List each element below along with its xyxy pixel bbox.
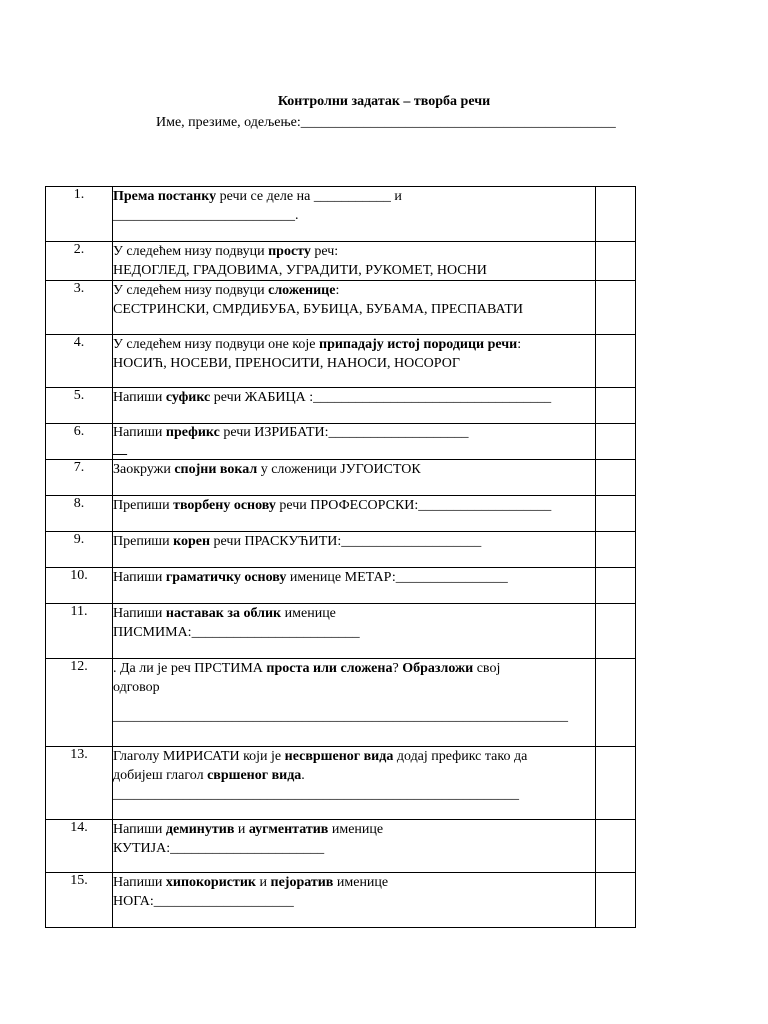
- task-table: [45, 186, 636, 928]
- score-cell[interactable]: [596, 873, 636, 928]
- task-number: 7.: [46, 460, 113, 496]
- table-row: [46, 659, 636, 747]
- score-cell[interactable]: [596, 281, 636, 335]
- table-row: [46, 747, 636, 820]
- task-number: 13.: [46, 747, 113, 820]
- table-row: [46, 604, 636, 659]
- task-text: Напиши наставак за облик именице ПИСМИМА:________________________: [113, 604, 596, 659]
- task-text: У следећем низу подвуци оне које припадају истој породици речи: НОСИЋ, НОСЕВИ, ПРЕНОСИТИ, НАНОСИ, НОСОРОГ: [113, 335, 596, 388]
- score-cell[interactable]: [596, 424, 636, 460]
- table-row: [46, 388, 636, 424]
- table-row: [46, 496, 636, 532]
- table-row: [46, 424, 636, 460]
- score-cell[interactable]: [596, 335, 636, 388]
- task-text: Према постанку речи се деле на ___________ и __________________________.: [113, 187, 596, 242]
- task-text: Глаголу МИРИСАТИ који је несвршеног вида додај префикс тако да добијеш глагол свршеног вида. __________________________________________________________: [113, 747, 596, 820]
- score-cell[interactable]: [596, 496, 636, 532]
- table-row: [46, 532, 636, 568]
- task-text: Напиши граматичку основу именице МЕТАР:________________: [113, 568, 596, 604]
- table-row: [46, 460, 636, 496]
- task-text: У следећем низу подвуци просту реч: НЕДОГЛЕД, ГРАДОВИМА, УГРАДИТИ, РУКОМЕТ, НОСНИ: [113, 242, 596, 281]
- table-row: [46, 281, 636, 335]
- table-row: [46, 873, 636, 928]
- task-number: 11.: [46, 604, 113, 659]
- task-text: Напиши суфикс речи ЖАБИЦА :__________________________________: [113, 388, 596, 424]
- task-number: 1.: [46, 187, 113, 242]
- score-cell[interactable]: [596, 820, 636, 873]
- task-number: 3.: [46, 281, 113, 335]
- score-cell[interactable]: [596, 747, 636, 820]
- task-number: 4.: [46, 335, 113, 388]
- task-text: Препиши корен речи ПРАСКУЋИТИ:____________________: [113, 532, 596, 568]
- task-text: Напиши префикс речи ИЗРИБАТИ:____________________ __: [113, 424, 596, 460]
- name-line: Име, презиме, одељење:_____________________________________________: [156, 115, 616, 130]
- task-number: 8.: [46, 496, 113, 532]
- task-number: 10.: [46, 568, 113, 604]
- task-number: 5.: [46, 388, 113, 424]
- score-cell[interactable]: [596, 659, 636, 747]
- score-cell[interactable]: [596, 460, 636, 496]
- task-text: Напиши деминутив и аугментатив именице КУТИЈА:______________________: [113, 820, 596, 873]
- task-text: . Да ли је реч ПРСТИМА проста или сложена? Образложи свој одговор _________________________________________________________________: [113, 659, 596, 747]
- task-number: 9.: [46, 532, 113, 568]
- table-row: [46, 820, 636, 873]
- table-row: [46, 568, 636, 604]
- score-cell[interactable]: [596, 604, 636, 659]
- task-number: 15.: [46, 873, 113, 928]
- task-text: Напиши хипокористик и пејоратив именице НОГА:____________________: [113, 873, 596, 928]
- task-number: 14.: [46, 820, 113, 873]
- score-cell[interactable]: [596, 388, 636, 424]
- task-text: У следећем низу подвуци сложенице: СЕСТРИНСКИ, СМРДИБУБА, БУБИЦА, БУБАМА, ПРЕСПАВАТИ: [113, 281, 596, 335]
- task-number: 6.: [46, 424, 113, 460]
- score-cell[interactable]: [596, 532, 636, 568]
- task-number: 12.: [46, 659, 113, 747]
- score-cell[interactable]: [596, 242, 636, 281]
- score-cell[interactable]: [596, 568, 636, 604]
- score-cell[interactable]: [596, 187, 636, 242]
- page-title: Контролни задатак – творба речи: [277, 94, 491, 109]
- table-row: [46, 187, 636, 242]
- table-row: [46, 335, 636, 388]
- table-row: [46, 242, 636, 281]
- task-text: Заокружи спојни вокал у сложеници ЈУГОИСТОК: [113, 460, 596, 496]
- task-text: Препиши творбену основу речи ПРОФЕСОРСКИ:___________________: [113, 496, 596, 532]
- task-number: 2.: [46, 242, 113, 281]
